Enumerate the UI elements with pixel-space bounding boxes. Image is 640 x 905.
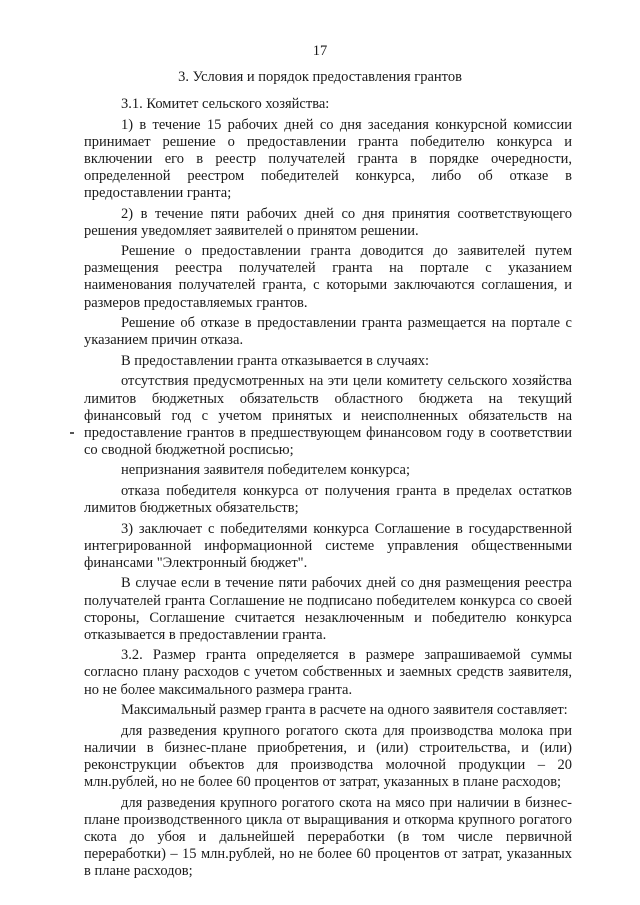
paragraph-max-size: Максимальный размер гранта в расчете на одного заявителя составляет: [121,702,568,719]
margin-mark [70,432,74,434]
paragraph-3-2: 3.2. Размер гранта определяется в размере запрашиваемой суммы согласно плану расходов с учетом собственных и заемных средств заявителя, но не более максимального размера гранта. [84,647,572,698]
paragraph-beef: для разведения крупного рогатого скота на мясо при наличии в бизнес-плане производственного цикла от выращивания и откорма крупного рогатого скота до убоя и дальнейшей переработки (в том числе первичной переработки) – 15 млн.рублей, но не более 60 процентов от затрат, указанных в плане расходов; [84,794,572,879]
paragraph-decision-refusal: Решение об отказе в предоставлении гранта размещается на портале с указанием причин отказа. [84,315,572,349]
paragraph-agreement-not-signed: В случае если в течение пяти рабочих дней со дня размещения реестра получателей гранта Соглашение не подписано победителем конкурса со своей стороны, Соглашение считается незаключенным и победителю конкурса отказывается в предоставлении гранта. [84,575,572,643]
section-title: 3. Условия и порядок предоставления грантов [178,69,462,85]
paragraph-item-2: 2) в течение пяти рабочих дней со дня принятия соответствующего решения уведомляет заявителей о принятом решении. [84,205,572,239]
paragraph-case-no-limits: отсутствия предусмотренных на эти цели комитету сельского хозяйства лимитов бюджетных обязательств областного бюджета на текущий финансовый год с учетом принятых и неисполненных обязательств на предоставление грантов в предшествующем финансовом году в соответствии со сводной бюджетной росписью; [84,373,572,458]
paragraph-item-3: 3) заключает с победителями конкурса Соглашение в государственной интегрированной информационной системе управления общественными финансами "Электронный бюджет". [84,520,572,571]
paragraph-case-not-winner: непризнания заявителя победителем конкурса; [121,462,411,479]
paragraph-item-1: 1) в течение 15 рабочих дней со дня заседания конкурсной комиссии принимает решение о предоставлении гранта победителю конкурса и включении его в реестр получателей гранта в порядке очередности, определенной реестром победителей конкурса, либо об отказе в предоставлении гранта; [84,116,572,201]
paragraph-decision-grant: Решение о предоставлении гранта доводится до заявителей путем размещения реестра получателей гранта на портале с указанием наименования получателей гранта, с которыми заключаются соглашения, и размеров предоставляемых грантов. [84,243,572,311]
document-body [84,96,572,884]
paragraph-refusal-cases: В предоставлении гранта отказывается в случаях: [121,352,430,369]
paragraph-dairy: для разведения крупного рогатого скота для производства молока при наличии в бизнес-плане приобретения, и (или) строительства, и (или) реконструкции объектов для производства молочной продукции – 20 млн.рублей, но не более 60 процентов от затрат, указанных в плане расходов; [84,722,572,790]
paragraph-3-1: 3.1. Комитет сельского хозяйства: [121,96,330,112]
paragraph-case-winner-refusal: отказа победителя конкурса от получения гранта в пределах остатков лимитов бюджетных обязательств; [84,482,572,517]
page-number: 17 [312,43,328,59]
